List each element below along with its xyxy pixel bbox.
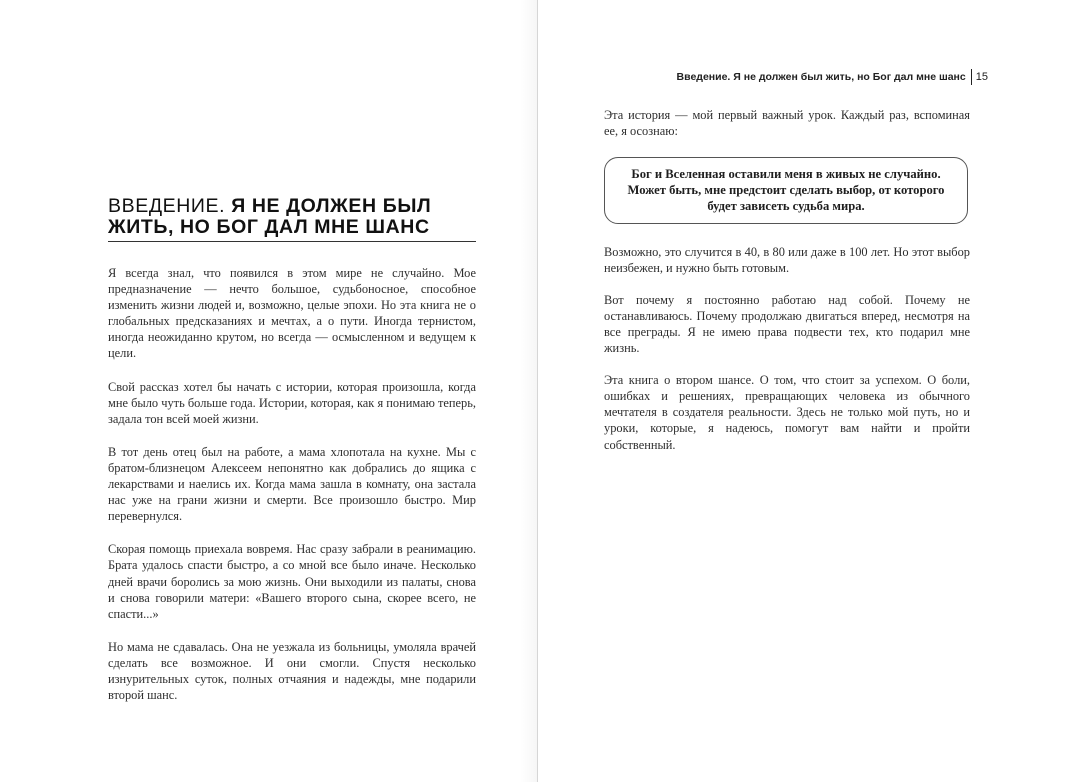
- title-underline: [108, 241, 476, 242]
- paragraph: Я всегда знал, что появился в этом мире не случайно. Мое предназначение — нечто большое, судьбоносное, способное изменить жизни людей и, возможно, целые эпохи. Но эта книга не о глобальных предсказаниях и мечтах, а о пути. Иногда тернистом, иногда неожиданно крутом, но всегда — осмысленном и ведущем к цели.: [108, 266, 476, 361]
- running-header-title: Введение. Я не должен был жить, но Бог дал мне шанс: [676, 71, 966, 83]
- chapter-title-text: Я НЕ ДОЛЖЕН БЫЛ ЖИТЬ, НО БОГ ДАЛ МНЕ ШАНС: [108, 195, 432, 238]
- left-body-text: [108, 265, 476, 720]
- intro-paragraph: Эта история — мой первый важный урок. Каждый раз, вспоминая ее, я осознаю:: [604, 108, 970, 139]
- right-body-text: [604, 107, 970, 469]
- header-divider: [971, 69, 972, 85]
- highlight-quote-box: [604, 157, 968, 223]
- page-number: 15: [975, 71, 988, 83]
- paragraph: Но мама не сдавалась. Она не уезжала из больницы, умоляла врачей сделать все возможное. И они смогли. Спустя несколько изнурительных суток, полных отчаяния и надежды, мне подарили второй шанс.: [108, 639, 476, 703]
- chapter-title: [108, 196, 476, 238]
- gutter-shadow: [520, 0, 537, 782]
- running-header: [677, 68, 988, 86]
- paragraph: В тот день отец был на работе, а мама хлопотала на кухне. Мы с братом-близнецом Алексеем непонятно как добрались до ящика с лекарствами и наелись их. Когда мама зашла в комнату, она застала нас уже на грани жизни и смерти. Все произошло быстро. Мир перевернулся.: [108, 444, 476, 524]
- paragraph: Эта книга о втором шансе. О том, что стоит за успехом. О боли, ошибках и решениях, превращающих человека из обычного мечтателя в создателя реальности. Здесь не только мой путь, но и уроки, которые, я надеюсь, помогут вам найти и пройти собственный.: [604, 373, 970, 452]
- highlight-quote: Бог и Вселенная оставили меня в живых не случайно. Может быть, мне предстоит сделать выбор, от которого будет зависеть судьба мира.: [627, 167, 945, 213]
- paragraph: Возможно, это случится в 40, в 80 или даже в 100 лет. Но этот выбор неизбежен, и нужно быть готовым.: [604, 244, 970, 275]
- paragraph: Вот почему я постоянно работаю над собой. Почему не останавливаюсь. Почему продолжаю двигаться вперед, несмотря на все преграды. Я не имею права подвести тех, кто подарил мне жизнь.: [604, 292, 970, 356]
- paragraph: Свой рассказ хотел бы начать с истории, которая произошла, когда мне было чуть больше года. Истории, которая, как я понимаю теперь, задала тон всей моей жизни.: [108, 379, 476, 426]
- chapter-title-label: ВВЕДЕНИЕ.: [108, 195, 226, 217]
- paragraph: Скорая помощь приехала вовремя. Нас сразу забрали в реанимацию. Брата удалось спасти быстро, а со мной все было иначе. Несколько дней врачи боролись за мою жизнь. Они выходили из палаты, снова и снова говорили матери: «Вашего второго сына, скорее всего, не спасти...»: [108, 542, 476, 621]
